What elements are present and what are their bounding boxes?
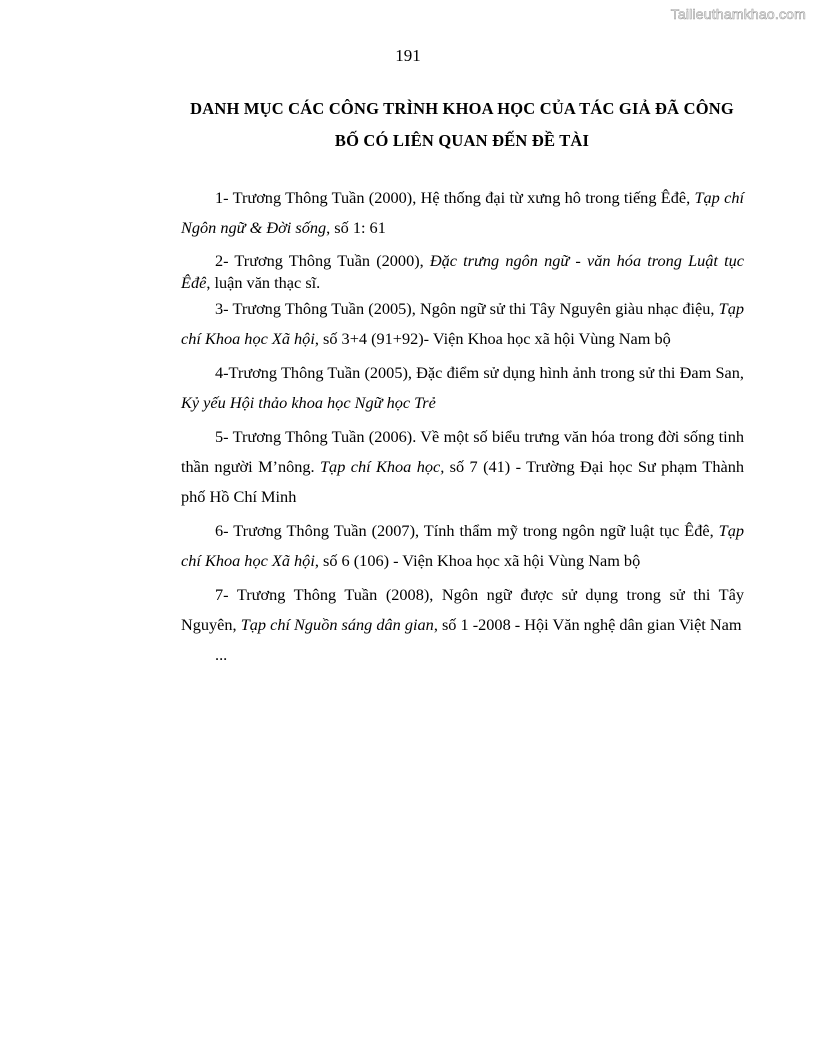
watermark: Tailieuthamkhao.com (670, 6, 806, 22)
reference-lead: 5- Trương Thông Tuần (2006). Về một số biểu trưng văn hóa trong đời sống tinh thần người M’nông. (181, 427, 744, 476)
reference-lead: 2- Trương Thông Tuần (2000), (215, 251, 430, 270)
reference-item-4 (181, 358, 744, 418)
reference-tail: , số 3+4 (91+92)- Viện Khoa học xã hội Vùng Nam bộ (314, 329, 671, 348)
reference-tail: , số 1: 61 (326, 218, 386, 237)
reference-journal: Tạp chí Khoa học, (320, 457, 445, 476)
page-number (0, 46, 816, 66)
reference-journal: Đặc trưng ngôn ngữ - văn hóa trong Luật tục Êđê (181, 251, 744, 292)
reference-tail: số 7 (41) - Trường Đại học Sư phạm Thành phố Hồ Chí Minh (181, 457, 745, 506)
reference-item-2 (181, 250, 744, 294)
reference-lead: 6- Trương Thông Tuần (2007), Tính thẩm mỹ trong ngôn ngữ luật tục Êđê, (215, 521, 714, 540)
reference-list (181, 183, 744, 670)
reference-journal: Tạp chí Khoa học Xã hội (181, 521, 744, 570)
reference-journal: Tạp chí Nguồn sáng dân gian (240, 615, 434, 634)
reference-journal: Kỷ yếu Hội thảo khoa học Ngữ học Trẻ (181, 393, 436, 412)
reference-item-5 (181, 422, 744, 512)
title-line-2: BỐ CÓ LIÊN QUAN ĐẾN ĐỀ TÀI (334, 131, 590, 150)
reference-journal: Tạp chí Khoa học Xã hội (181, 299, 744, 348)
title-line-1: DANH MỤC CÁC CÔNG TRÌNH KHOA HỌC CỦA TÁC GIẢ ĐÃ CÔNG (190, 99, 734, 118)
reference-lead: 3- Trương Thông Tuần (2005), Ngôn ngữ sử thi Tây Nguyên giàu nhạc điệu, (215, 299, 719, 318)
reference-lead: 4-Trương Thông Tuần (2005), Đặc điểm sử dụng hình ảnh trong sử thi Đam San, (215, 363, 744, 382)
page-title (160, 93, 764, 157)
reference-item-7 (181, 580, 744, 640)
ellipsis: ... (215, 645, 228, 664)
reference-item-1 (181, 183, 744, 243)
reference-journal: Tạp chí Ngôn ngữ & Đời sống (181, 188, 744, 237)
reference-tail: , số 1 -2008 - Hội Văn nghệ dân gian Việt Nam (433, 615, 742, 634)
reference-tail: , số 6 (106) - Viện Khoa học xã hội Vùng Nam bộ (314, 551, 641, 570)
reference-item-6 (181, 516, 744, 576)
reference-lead: 1- Trương Thông Tuần (2000), Hệ thống đại từ xưng hô trong tiếng Êđê, (215, 188, 691, 207)
page-number-text: 191 (395, 46, 421, 65)
reference-tail: , luận văn thạc sĩ. (206, 273, 321, 292)
reference-item-3 (181, 294, 744, 354)
reference-lead: 7- Trương Thông Tuần (2008), Ngôn ngữ được sử dụng trong sử thi Tây Nguyên, (181, 585, 744, 634)
